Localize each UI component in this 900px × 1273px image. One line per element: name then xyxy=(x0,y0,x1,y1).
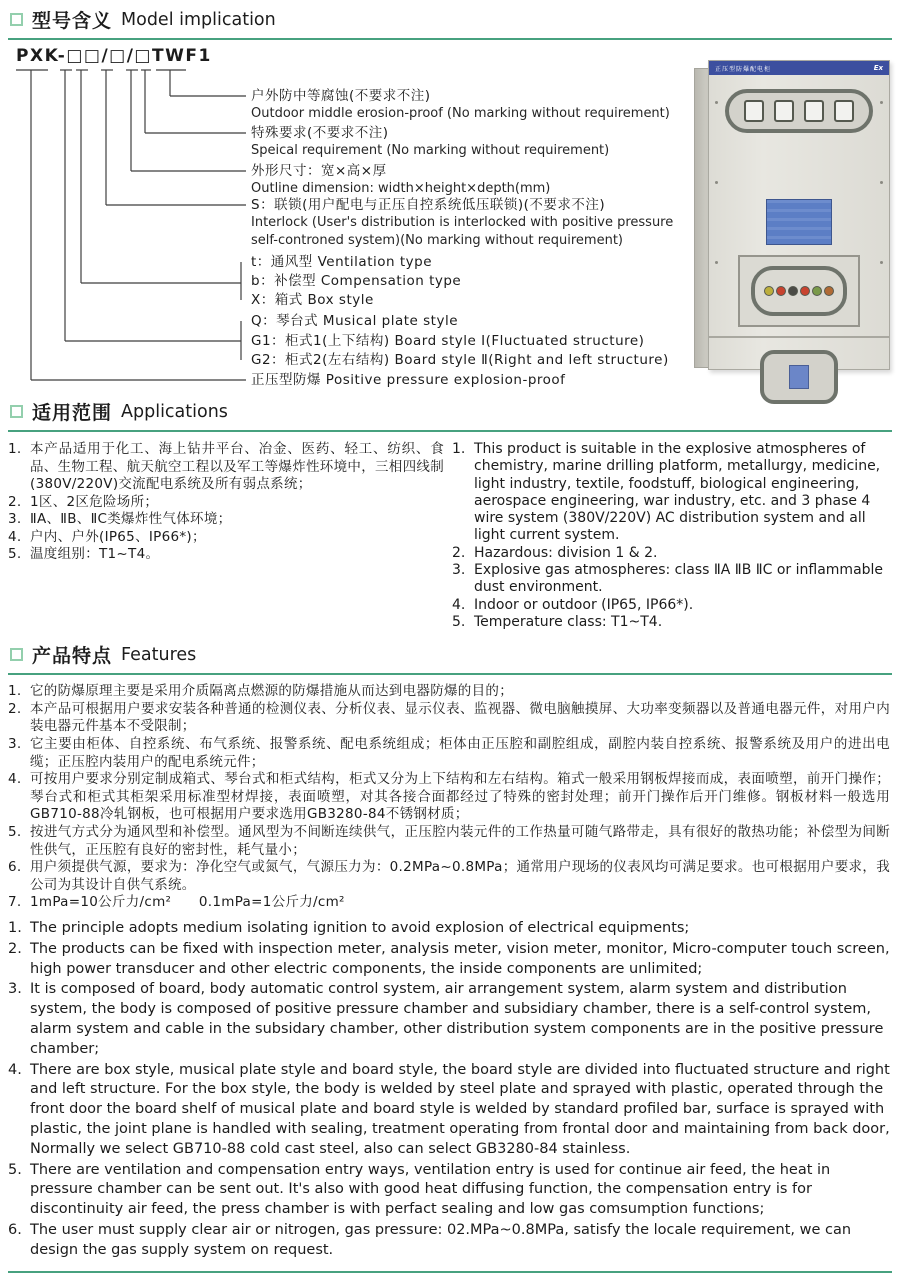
callout-board-style-1 xyxy=(251,332,703,350)
applications-section-header xyxy=(8,398,892,425)
list-item xyxy=(8,529,452,547)
item-number: 5. xyxy=(8,546,22,562)
list-item xyxy=(8,511,452,529)
cabinet-gauge-window-strip xyxy=(725,89,873,133)
cabinet-banner xyxy=(709,61,889,75)
applications-title-zh: 适用范围 xyxy=(32,402,113,424)
list-item xyxy=(452,597,892,614)
item-text: Explosive gas atmospheres: class ⅡA ⅡB ⅡC or inflammable dust environment. xyxy=(474,562,884,596)
gauge-window xyxy=(744,100,764,122)
cabinet-banner-text: 正压型防爆配电柜 xyxy=(715,65,772,73)
features-en-list xyxy=(8,919,892,1261)
item-number: 1. xyxy=(452,441,466,457)
screw-icon xyxy=(880,261,883,264)
callout-zh: b：补偿型 Compensation type xyxy=(251,273,462,289)
item-text: Hazardous: division 1 & 2. xyxy=(474,544,658,561)
applications-title-en: Applications xyxy=(121,401,228,422)
list-item xyxy=(8,494,452,512)
product-cabinet-image xyxy=(694,60,890,376)
list-item xyxy=(8,771,892,824)
callout-zh: t：通风型 Ventilation type xyxy=(251,254,433,270)
cabinet-bottom-window xyxy=(760,350,838,404)
item-number: 7. xyxy=(8,894,22,911)
callout-zh: 户外防中等腐蚀(不要求不注) xyxy=(251,88,431,104)
screw-icon xyxy=(715,101,718,104)
item-text: Indoor or outdoor (IP65, IP66*). xyxy=(474,596,694,613)
cabinet-display-screen xyxy=(766,199,832,245)
item-text: 它主要由柜体、自控系统、布气系统、报警系统、配电系统组成；柜体由正压腔和副腔组成，副腔内装自控系统、报警系统及用户的进出电缆；正压腔内装用户的配电系统元件； xyxy=(30,736,890,770)
list-item xyxy=(452,441,892,545)
section-bullet-square-icon xyxy=(10,405,23,418)
callout-zh: Q：琴台式 Musical plate style xyxy=(251,313,458,329)
section-rule xyxy=(8,673,892,675)
list-item xyxy=(8,1221,892,1261)
list-item xyxy=(8,736,892,771)
item-number: 1. xyxy=(8,919,22,936)
applications-zh-list xyxy=(8,441,452,631)
item-number: 3. xyxy=(452,562,466,579)
callout-zh: 特殊要求(不要求不注) xyxy=(251,125,389,141)
list-item xyxy=(452,614,892,631)
item-text: 可按用户要求分别定制成箱式、琴台式和柜式结构，柜式又分为上下结构和左右结构。箱式一般采用钢板焊接而成，表面喷塑，前开门操作；琴台式和柜式其柜架采用标准型材焊接，表面喷塑，对其各接合面都经过了特殊的密封处理；前开门操作后开门维修。钢板材料一般选用GB710-88冷轧钢板，也可根据用户要求选用GB3280-84不锈钢材质； xyxy=(30,771,890,823)
features-section-header xyxy=(8,641,892,668)
list-item xyxy=(8,894,892,912)
item-text: ⅡA、ⅡB、ⅡC类爆炸性气体环境； xyxy=(30,511,232,527)
item-number: 4. xyxy=(8,771,22,788)
list-item xyxy=(8,980,892,1059)
item-number: 4. xyxy=(8,528,22,545)
button-yellow xyxy=(764,286,774,296)
list-item xyxy=(8,859,892,894)
cabinet-section-divider xyxy=(709,336,889,338)
item-text: 用户须提供气源，要求为：净化空气或氮气，气源压力为：0.2MPa~0.8MPa；通常用户现场的仪表风均可满足要求。也可根据用户要求，我公司为其设计自供气系统。 xyxy=(30,859,890,893)
list-item xyxy=(8,1061,892,1160)
callout-erosion xyxy=(251,87,703,123)
callout-en: Outdoor middle erosion-proof (No marking without requirement) xyxy=(251,106,670,121)
item-text: 本产品可根据用户要求安装各种普通的检测仪表、分析仪表、显示仪表、监视器、微电脑触摸屏、大功率变频器以及普通电器元件，对用户内装电器元件基本不受限制； xyxy=(30,700,890,735)
list-item xyxy=(8,701,892,736)
item-number: 3. xyxy=(8,511,22,527)
list-item xyxy=(8,940,892,980)
list-item xyxy=(8,1161,892,1220)
list-item xyxy=(452,545,892,562)
gauge-window xyxy=(834,100,854,122)
callout-zh: 外形尺寸：宽×高×厚 xyxy=(251,163,387,179)
item-text: 温度组别：T1~T4。 xyxy=(30,546,160,562)
bottom-window-screen xyxy=(789,365,809,389)
item-number: 6. xyxy=(8,1221,22,1238)
page-bottom-rule xyxy=(8,1271,892,1273)
item-text: 按进气方式分为通风型和补偿型。通风型为不间断连续供气，正压腔内装元件的工作热量可随气路带走，具有很好的散热功能；补偿型为间断性供气，正压腔有良好的密封性，耗气量小； xyxy=(30,824,890,858)
section-rule xyxy=(8,430,892,432)
list-item xyxy=(8,441,452,494)
callout-en: Interlock (User's distribution is interlocked with positive pressure self-controned system)(No marking without requirement) xyxy=(251,215,674,248)
section-bullet-square-icon xyxy=(10,13,23,26)
screw-icon xyxy=(715,181,718,184)
callout-musical-plate-style xyxy=(251,312,703,330)
screw-icon xyxy=(715,261,718,264)
button-red xyxy=(776,286,786,296)
item-number: 2. xyxy=(8,493,22,510)
applications-content xyxy=(8,441,892,631)
list-item xyxy=(8,546,452,564)
item-text: 它的防爆原理主要是采用介质隔离点燃源的防爆措施从而达到电器防爆的目的； xyxy=(30,683,513,700)
item-number: 1. xyxy=(8,683,22,700)
callout-zh: G1：柜式1(上下结构) Board style Ⅰ(Fluctuated structure) xyxy=(251,333,645,349)
list-item xyxy=(8,919,892,939)
item-number: 6. xyxy=(8,859,22,876)
callout-special-requirement xyxy=(251,124,703,160)
ex-mark: Ex xyxy=(873,64,883,72)
screw-icon xyxy=(880,101,883,104)
gauge-window xyxy=(804,100,824,122)
model-section-header xyxy=(8,6,892,33)
features-title-en: Features xyxy=(121,644,197,665)
callout-interlock xyxy=(251,196,703,250)
button-green xyxy=(812,286,822,296)
item-text: 户内、户外(IP65、IP66*)； xyxy=(30,528,206,545)
callout-zh: 正压型防爆 Positive pressure explosion-proof xyxy=(251,372,566,388)
item-number: 4. xyxy=(452,596,466,613)
item-text: 本产品适用于化工、海上钻井平台、冶金、医药、轻工、纺织、食品、生物工程、航天航空工程以及军工等爆炸性环境中，三相四线制(380V/220V)交流配电系统及所有弱点系统； xyxy=(30,441,444,492)
callout-box-style xyxy=(251,291,703,309)
item-text: The principle adopts medium isolating ignition to avoid explosion of electrical equipments; xyxy=(30,919,690,936)
button-brown xyxy=(824,286,834,296)
callout-positive-pressure xyxy=(251,371,703,389)
section-bullet-square-icon xyxy=(10,648,23,661)
callout-ventilation-type xyxy=(251,253,703,271)
model-code: PXK-□□/□/□TWF1 xyxy=(16,46,212,66)
item-number: 2. xyxy=(452,544,466,561)
item-number: 2. xyxy=(8,700,22,717)
callout-zh: S：联锁(用户配电与正压自控系统低压联锁)(不要求不注) xyxy=(251,197,606,213)
callout-zh: G2：柜式2(左右结构) Board style Ⅱ(Right and left structure) xyxy=(251,352,669,368)
model-title-en: Model implication xyxy=(121,9,276,30)
callout-compensation-type xyxy=(251,272,703,290)
cabinet-front-panel xyxy=(708,60,890,370)
screw-icon xyxy=(880,181,883,184)
features-zh-list xyxy=(8,683,892,912)
button-dark xyxy=(788,286,798,296)
list-item xyxy=(8,683,892,701)
item-text: The user must supply clear air or nitrogen, gas pressure: 02.MPa~0.8MPa, satisfy the locale requirement, we can design the gas supply system on request. xyxy=(30,1221,852,1258)
item-number: 1. xyxy=(8,441,22,457)
item-text: 1区、2区危险场所； xyxy=(30,493,159,510)
item-number: 4. xyxy=(8,1061,22,1078)
model-title-zh: 型号含义 xyxy=(32,10,113,32)
item-number: 5. xyxy=(8,824,22,841)
item-text: It is composed of board, body automatic control system, air arrangement system, alarm system and distribution system, the body is composed of positive pressure chamber and subsidiary chamber, there is a self-control system, alarm system and cable in the subsidary chamber, other distribution system components are in the positive pressure chamber; xyxy=(30,981,884,1057)
item-text: 1mPa=10公斤力/cm² 0.1mPa=1公斤力/cm² xyxy=(30,894,345,911)
features-title-zh: 产品特点 xyxy=(32,645,113,668)
item-number: 2. xyxy=(8,940,22,957)
list-item xyxy=(8,824,892,859)
applications-en-list xyxy=(452,441,892,631)
item-text: There are box style, musical plate style and board style, the board style are divided into fluctuated structure and right and left structure. For the box style, the body is welded by steel plate and sprayed with plastic, operated through the front door the board shelf of musical plate and board style is welded by standard profiled bar, surface is sprayed with plastic, the joint plane is handled with sealing, treatment operating from frontal door and maintaining from back door, Normally we select GB710-88 cold cast steel, also can select GB3280-84 stainless. xyxy=(30,1061,890,1157)
callout-outline-dimension xyxy=(251,162,703,198)
gauge-window xyxy=(774,100,794,122)
item-text: Temperature class: T1~T4. xyxy=(474,613,663,630)
cabinet-button-oval xyxy=(751,266,847,316)
section-rule xyxy=(8,38,892,40)
item-number: 5. xyxy=(8,1161,22,1178)
item-text: This product is suitable in the explosive atmospheres of chemistry, marine drilling platform, metallurgy, medicine, light industry, textile, foodstuff, biological engineering, aerospace engineering, war industry, etc. and 3 phase 4 wire system (380V/220V) AC distribution system and all light current system. xyxy=(474,441,881,544)
model-code-diagram xyxy=(8,46,892,398)
callout-board-style-2 xyxy=(251,351,703,369)
item-text: The products can be fixed with inspection meter, analysis meter, vision meter, monitor, Micro-computer touch screen, high power transducer and other electric components, the inside components are unlimited; xyxy=(30,940,890,977)
list-item xyxy=(452,562,892,597)
item-number: 3. xyxy=(8,736,22,753)
button-red xyxy=(800,286,810,296)
item-number: 3. xyxy=(8,981,22,998)
callout-zh: X：箱式 Box style xyxy=(251,292,374,308)
callout-en: Outline dimension: width×height×depth(mm) xyxy=(251,181,551,196)
cabinet-button-door xyxy=(738,255,860,327)
item-text: There are ventilation and compensation entry ways, ventilation entry is used for continue air feed, the heat in pressure chamber can be sent out. It's also with good heat diffusing function, the compensation entry is for discontinuity air feed, the press chamber is with perfact sealing and low gas comsumption functions; xyxy=(30,1161,831,1218)
callout-en: Speical requirement (No marking without requirement) xyxy=(251,143,610,158)
item-number: 5. xyxy=(452,613,466,630)
